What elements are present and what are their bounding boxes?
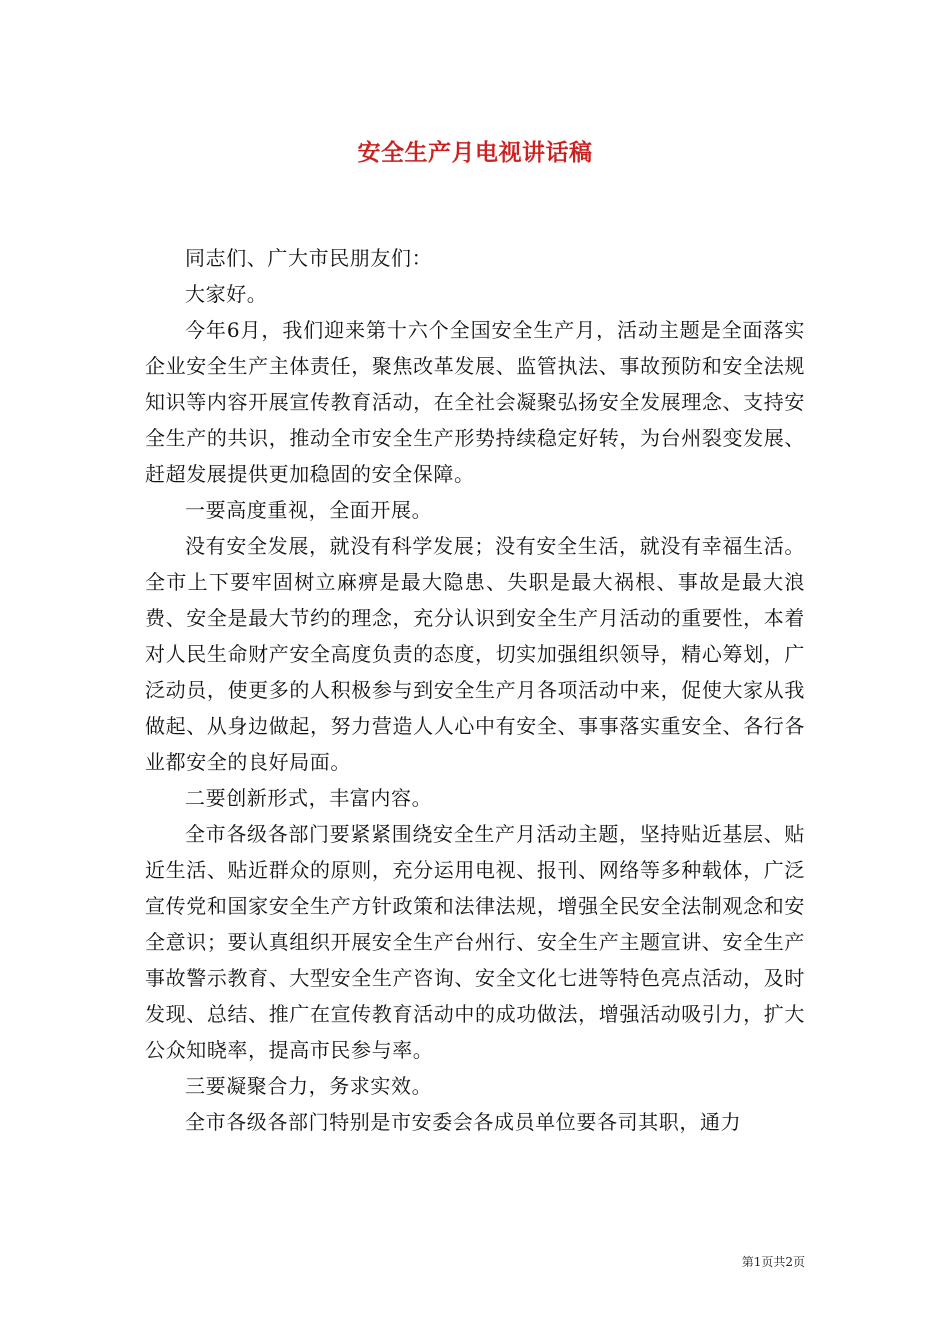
document-body xyxy=(145,240,805,1140)
paragraph-heading-2: 二要创新形式，丰富内容。 xyxy=(185,786,433,810)
paragraph-greeting: 大家好。 xyxy=(185,282,268,306)
paragraph-body-3: 全市各级各部门特别是市安委会各成员单位要各司其职，通力 xyxy=(185,1110,742,1134)
page-number: 第1页共2页 xyxy=(741,1255,805,1269)
paragraph-body-1: 没有安全发展，就没有科学发展；没有安全生活，就没有幸福生活。全市上下要牢固树立麻痹是最大隐患、失职是最大祸根、事故是最大浪费、安全是最大节约的理念，充分认识到安全生产月活动的重要性，本着对人民生命财产安全高度负责的态度，切实加强组织领导，精心筹划，广泛动员，使更多的人积极参与到安全生产月各项活动中来，促使大家从我做起、从身边做起，努力营造人人心中有安全、事事落实重安全、各行各业都安全的良好局面。 xyxy=(145,534,805,774)
paragraph-heading-1: 一要高度重视，全面开展。 xyxy=(185,498,433,522)
document-title: 安全生产月电视讲话稿 xyxy=(357,139,593,166)
paragraph-heading-3: 三要凝聚合力，务求实效。 xyxy=(185,1074,433,1098)
paragraph-body-2: 全市各级各部门要紧紧围绕安全生产月活动主题，坚持贴近基层、贴近生活、贴近群众的原则，充分运用电视、报刊、网络等多种载体，广泛宣传党和国家安全生产方针政策和法律法规，增强全民安全法制观念和安全意识；要认真组织开展安全生产台州行、安全生产主题宣讲、安全生产事故警示教育、大型安全生产咨询、安全文化七进等特色亮点活动，及时发现、总结、推广在宣传教育活动中的成功做法，增强活动吸引力，扩大公众知晓率，提高市民参与率。 xyxy=(145,822,805,1062)
paragraph-intro: 今年6月，我们迎来第十六个全国安全生产月，活动主题是全面落实企业安全生产主体责任，聚焦改革发展、监管执法、事故预防和安全法规知识等内容开展宣传教育活动，在全社会凝聚弘扬安全发展理念、支持安全生产的共识，推动全市安全生产形势持续稳定好转，为台州裂变发展、赶超发展提供更加稳固的安全保障。 xyxy=(145,318,805,486)
paragraph-salutation: 同志们、广大市民朋友们： xyxy=(185,246,433,270)
